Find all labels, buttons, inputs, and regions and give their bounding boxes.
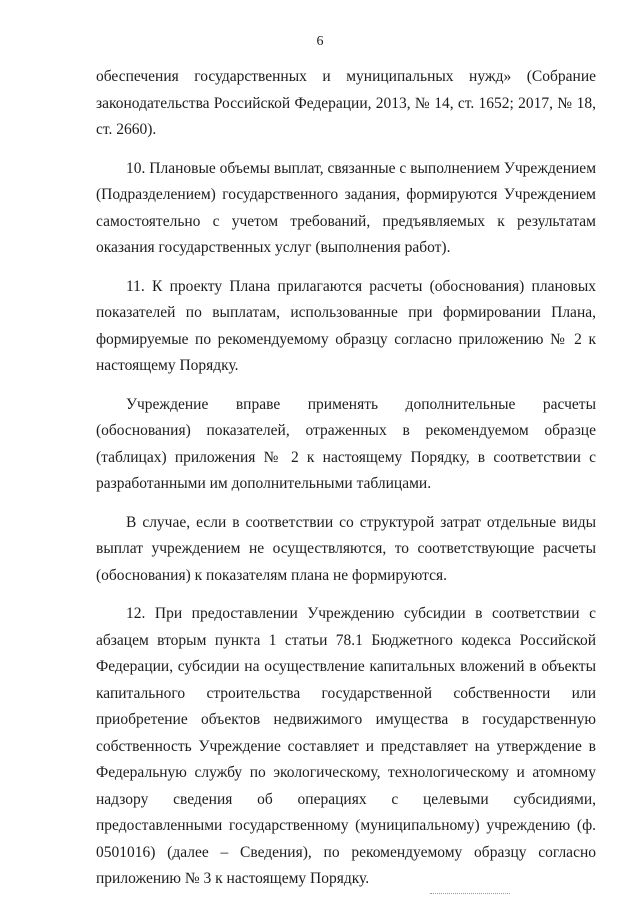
paragraph-continuation: обеспечения государственных и муниципальных нужд» (Собрание законодательства Российской Федерации, 2013, № 14, ст. 1652; 2017, № 18, ст. 2660). bbox=[96, 68, 596, 138]
paragraph-item-10: 10. Плановые объемы выплат, связанные с выполнением Учреждением (Подразделением) государственного задания, формируются Учреждением самостоятельно с учетом требований, предъявляемых к результатам оказания государственных услуг (выполнения работ). bbox=[96, 159, 596, 256]
document-body bbox=[96, 64, 596, 905]
page-number: 6 bbox=[316, 34, 324, 49]
paragraph-item-12: 12. При предоставлении Учреждению субсидии в соответствии с абзацем вторым пункта 1 статьи 78.1 Бюджетного кодекса Российской Федерации, субсидии на осуществление капитальных вложений в объекты капитального строительства государственной собственности или приобретение объектов недвижимого имущества в государственную собственность Учреждение составляет и представляет на утверждение в Федеральную службу по экологическому, технологическому и атомному надзору сведения об операциях с целевыми субсидиями, предоставленными государственному (муниципальному) учреждению (ф. 0501016) (далее – Сведения), по рекомендуемому образцу согласно приложению № 3 к настоящему Порядку. bbox=[96, 605, 596, 887]
paragraph-cost-structure: В случае, если в соответствии со структурой затрат отдельные виды выплат учреждением не осуществляются, то соответствующие расчеты (обоснования) к показателям плана не формируются. bbox=[96, 513, 596, 584]
paragraph-item-11: 11. К проекту Плана прилагаются расчеты (обоснования) плановых показателей по выплатам, использованные при формировании Плана, формируемые по рекомендуемому образцу согласно приложению № 2 к настоящему Порядку. bbox=[96, 277, 596, 374]
scan-artifact bbox=[430, 893, 510, 897]
paragraph-additional-calculations: Учреждение вправе применять дополнительные расчеты (обоснования) показателей, отраженных в рекомендуемом образце (таблицах) приложения № 2 к настоящему Порядку, в соответствии с разработанными им дополнительными таблицами. bbox=[96, 395, 596, 492]
